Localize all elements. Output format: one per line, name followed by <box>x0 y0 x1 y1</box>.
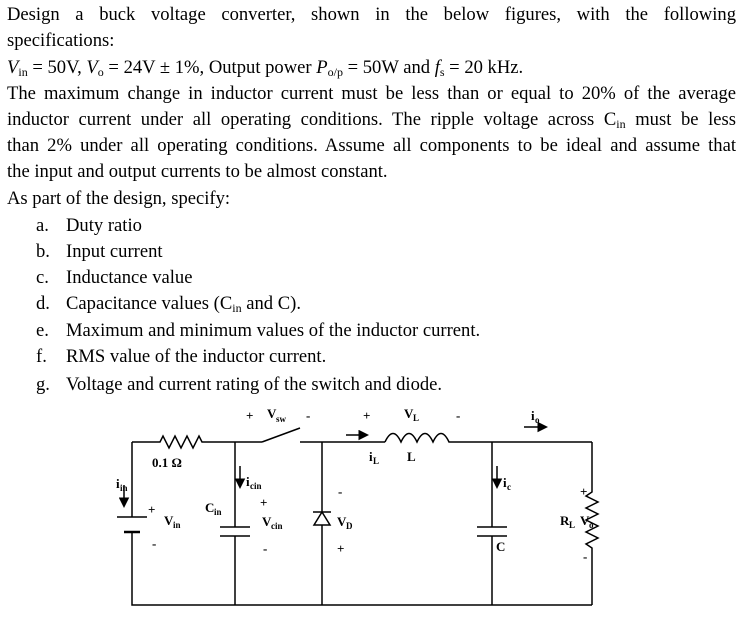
problem-intro-line2: specifications: <box>7 30 115 51</box>
list-item-letter: f. <box>36 346 47 367</box>
requirement-line3: than 2% under all operating conditions. Assume all components to be ideal and assume that <box>7 135 736 156</box>
fs-symbol: f <box>434 57 440 78</box>
requirement-line2-b: must be less <box>625 109 736 130</box>
inductor-minus: - <box>456 408 461 423</box>
diode-d <box>314 512 330 525</box>
list-item-letter: g. <box>36 374 50 395</box>
list-item-letter: a. <box>36 215 49 236</box>
label-icin: i <box>246 474 250 489</box>
vo-symbol: V <box>86 57 98 78</box>
resistor-value-label: 0.1 Ω <box>152 455 182 470</box>
wire-left-vertical <box>132 442 592 605</box>
label-vl: V <box>404 406 414 421</box>
vin-value: = 50V, <box>27 57 87 78</box>
label-icin-sub: cin <box>250 481 262 491</box>
list-item-text: Duty ratio <box>66 215 142 236</box>
specify-intro: As part of the design, specify: <box>7 188 231 209</box>
requirement-line4: the input and output currents to be almost constant. <box>7 161 388 182</box>
vin-subscript: in <box>18 65 28 79</box>
load-plus: + <box>580 484 588 499</box>
requirement-line1: The maximum change in inductor current must be less than or equal to 20% of the average <box>7 83 736 104</box>
label-rl-sub: L <box>569 520 576 530</box>
vo-value: = 24V ± 1%, Output power <box>103 57 317 78</box>
list-item-letter: b. <box>36 241 50 262</box>
label-rl: R <box>560 513 570 528</box>
inductor-plus: + <box>363 408 371 423</box>
vo-subscript: o <box>97 65 104 79</box>
label-c: C <box>496 539 506 554</box>
cin-plus: + <box>260 495 268 510</box>
requirement-line2-a: inductor current under all operating conditions. The ripple voltage across C <box>7 109 617 130</box>
fs-value: = 20 kHz. <box>444 57 524 78</box>
switch-plus: + <box>246 408 254 423</box>
list-item-text-a: Capacitance values (C <box>66 293 233 314</box>
list-item-text: Input current <box>66 241 163 262</box>
requirement-line2-sub: in <box>616 117 626 131</box>
diode-minus: - <box>338 484 343 499</box>
label-vsw: V <box>267 406 277 421</box>
label-vin-sub: in <box>173 520 181 530</box>
list-item-text: Inductance value <box>66 267 193 288</box>
inductor-l <box>385 434 592 443</box>
label-il: i <box>369 449 373 464</box>
list-item-text-b: and C). <box>241 293 301 314</box>
label-ic-sub: c <box>507 482 511 492</box>
fs-subscript: s <box>439 65 445 79</box>
label-iin-sub: in <box>120 483 128 493</box>
label-iin: i <box>116 476 120 491</box>
label-l: L <box>407 449 416 464</box>
resistor-0-1-ohm <box>132 436 235 448</box>
label-cin-sub: in <box>214 507 222 517</box>
list-item-text-sub: in <box>232 301 242 315</box>
label-vd: V <box>337 514 347 529</box>
list-item-letter: d. <box>36 293 50 314</box>
label-ic: i <box>503 475 507 490</box>
label-io: i <box>531 408 535 423</box>
label-cin: C <box>205 500 215 515</box>
label-vl-sub: L <box>413 413 420 423</box>
label-vcin-sub: cin <box>271 521 283 531</box>
po-symbol: P <box>316 57 328 78</box>
switch-minus: - <box>306 408 311 423</box>
label-io-sub: o <box>535 415 540 425</box>
label-vsw-sub: sw <box>276 414 287 424</box>
list-item-text: Maximum and minimum values of the inductor current. <box>66 320 481 341</box>
po-subscript: o/p <box>327 65 343 79</box>
list-item-text: RMS value of the inductor current. <box>66 346 327 367</box>
vin-symbol: V <box>7 57 19 78</box>
source-plus: + <box>148 502 156 517</box>
load-minus: - <box>583 549 588 564</box>
switch-blade <box>262 428 300 442</box>
label-vo: V <box>580 513 590 528</box>
label-vin: V <box>164 513 174 528</box>
problem-intro-line1: Design a buck voltage converter, shown in the below figures, with the following <box>7 4 736 25</box>
label-il-sub: L <box>373 456 380 466</box>
po-value: = 50W and <box>342 57 435 78</box>
list-item-text: Voltage and current rating of the switch and diode. <box>66 374 443 395</box>
cin-minus: - <box>263 541 268 556</box>
diode-plus: + <box>337 541 345 556</box>
label-vd-sub: D <box>346 521 353 531</box>
label-vo-sub: o <box>589 520 594 530</box>
list-item-letter: c. <box>36 267 49 288</box>
source-minus: - <box>152 536 157 551</box>
label-vcin: V <box>262 514 272 529</box>
list-item-letter: e. <box>36 320 49 341</box>
